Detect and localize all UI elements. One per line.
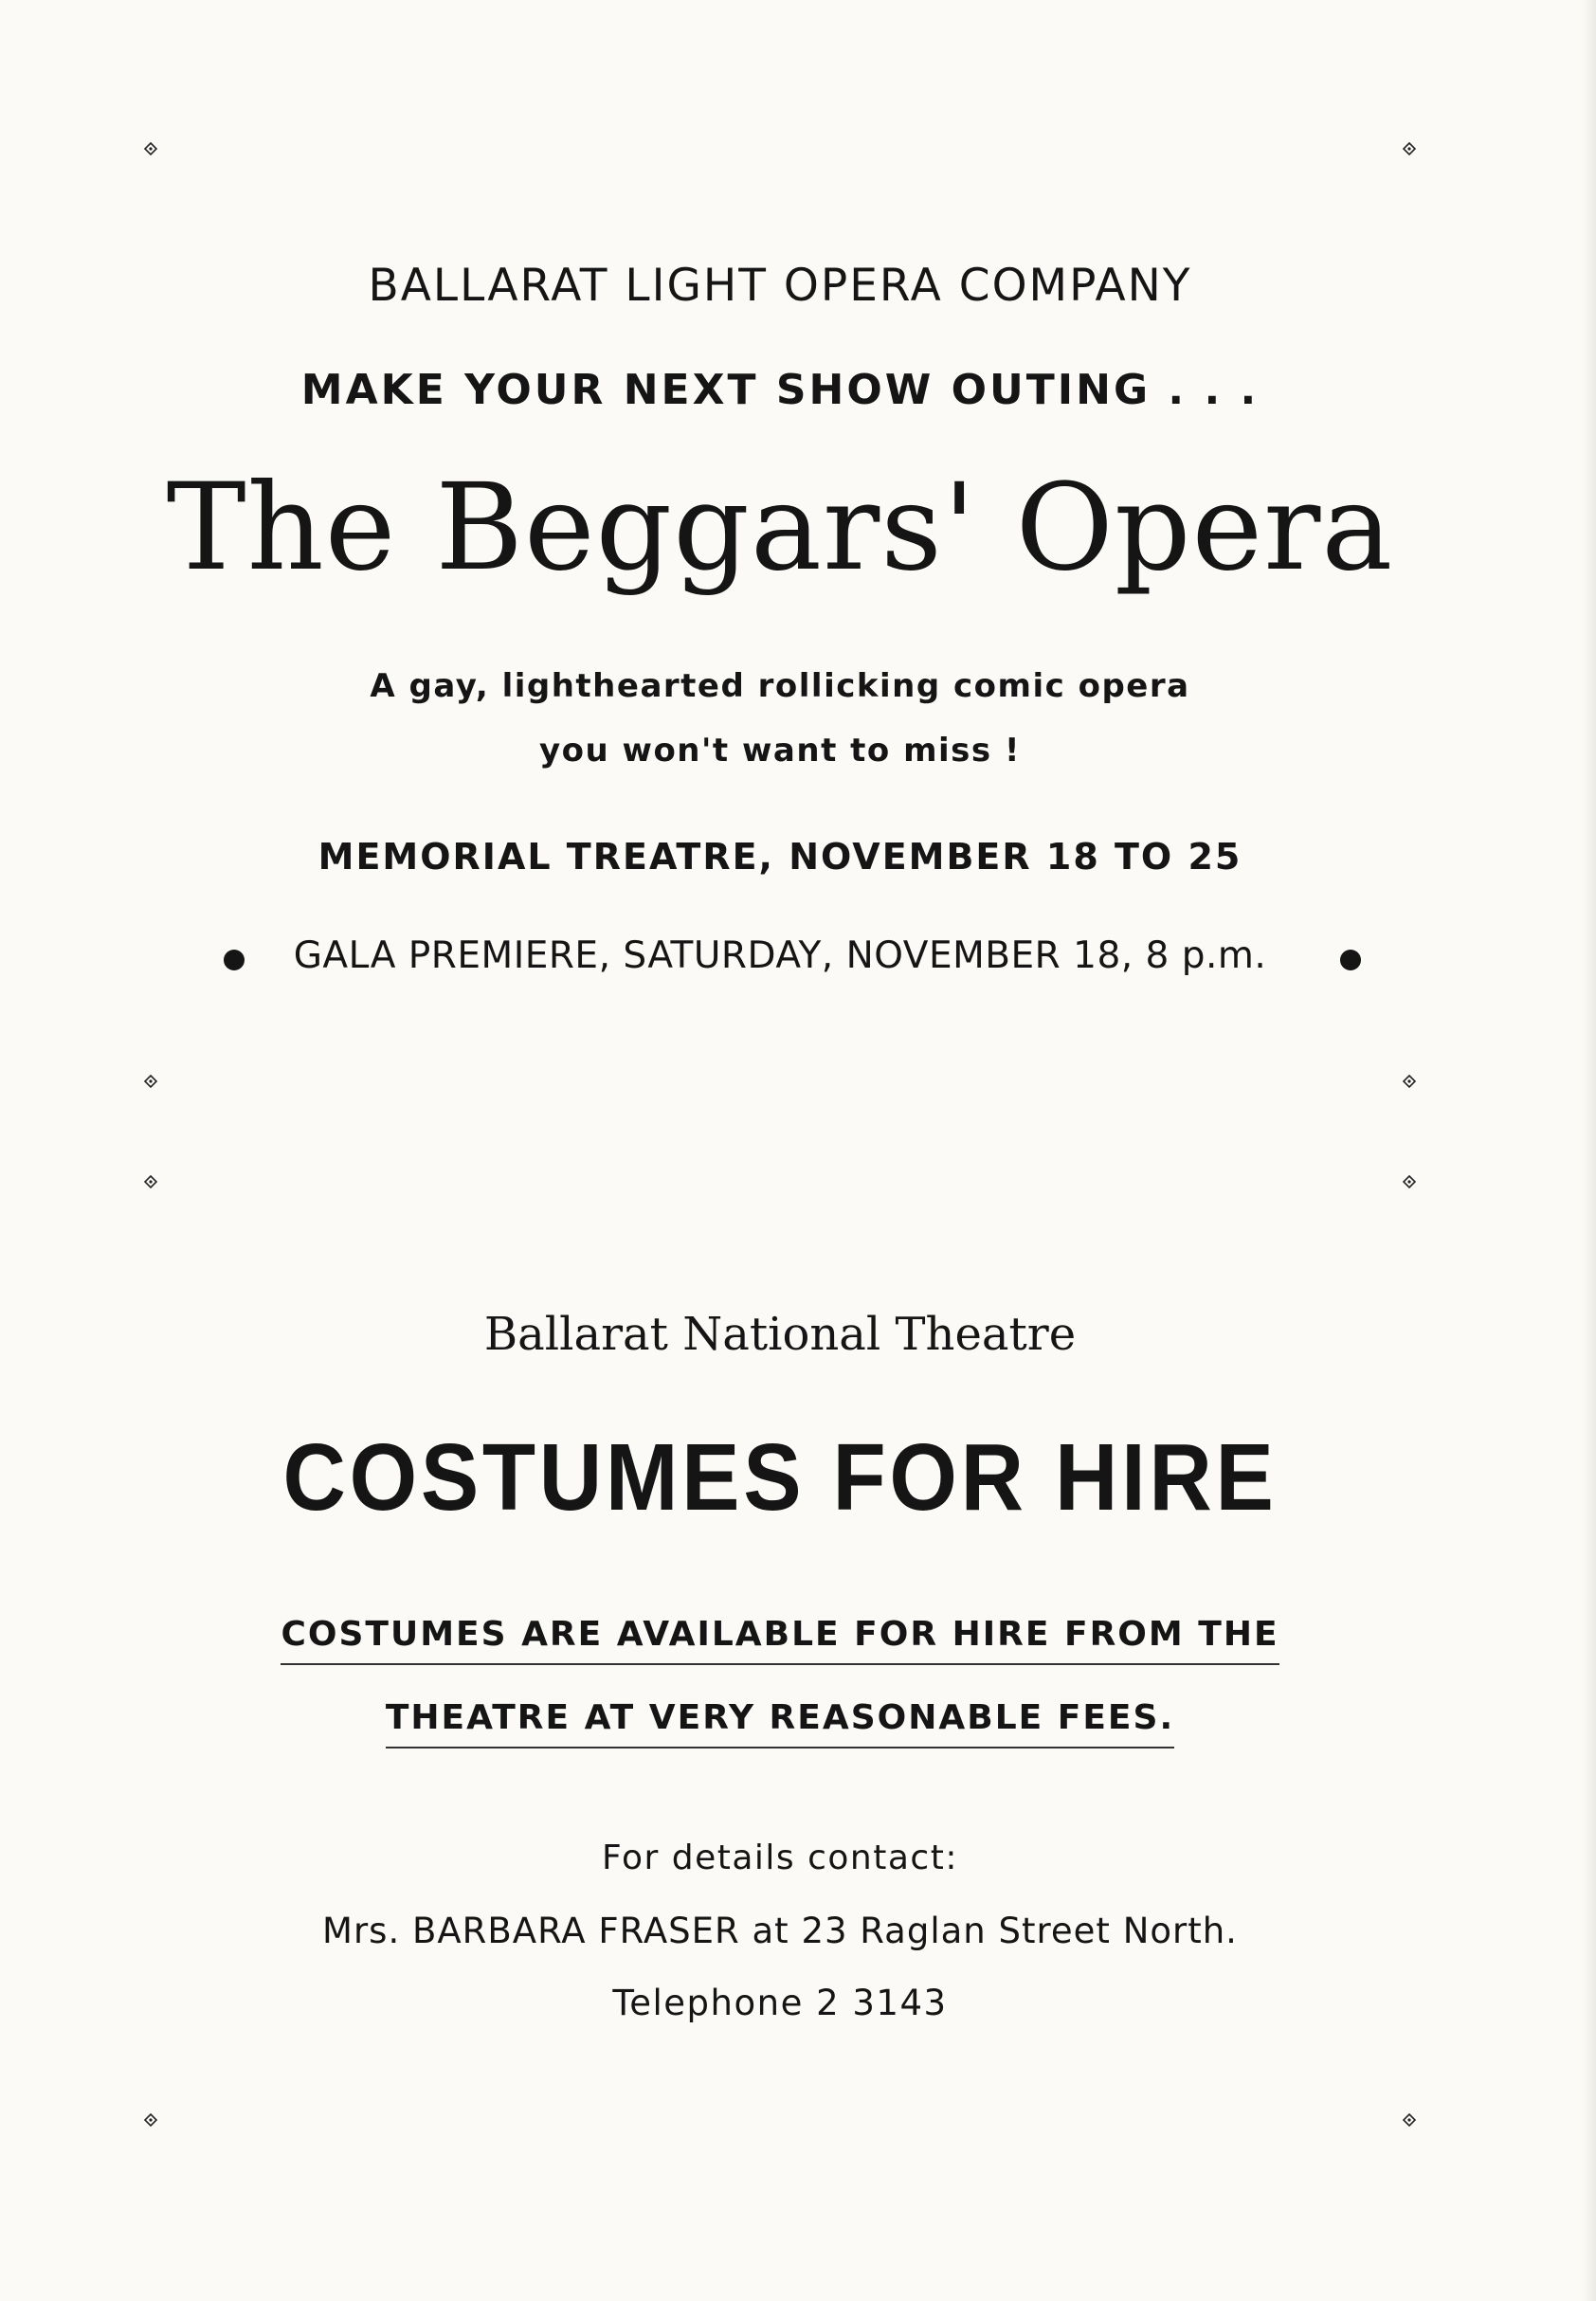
tagline: MAKE YOUR NEXT SHOW OUTING . . . [300,366,1260,414]
organisation-name: Ballarat National Theatre [483,1308,1077,1361]
headline: COSTUMES FOR HIRE [282,1424,1278,1531]
contact-intro: For details contact: [602,1839,958,1877]
contact-address: Mrs. BARBARA FRASER at 23 Raglan Street North. [322,1911,1238,1951]
show-title: The Beggars' Opera [166,458,1394,597]
bullet-right-icon [1340,950,1361,970]
info-line-2: THEATRE AT VERY REASONABLE FEES. [386,1698,1174,1748]
info-line-1: COSTUMES ARE AVAILABLE FOR HIRE FROM THE [281,1615,1279,1665]
company-name: BALLARAT LIGHT OPERA COMPANY [368,260,1192,312]
gala-premiere: GALA PREMIERE, SATURDAY, NOVEMBER 18, 8 p.m. [293,934,1267,977]
info-line-1-wrapper [157,1615,1403,1665]
venue-and-dates: MEMORIAL TREATRE, NOVEMBER 18 TO 25 [317,836,1242,878]
costumes-for-hire-advertisement [144,1175,1416,2127]
description-line-2: you won't want to miss ! [538,732,1022,770]
page-edge-shadow [1583,0,1596,2301]
description-line-1: A gay, lighthearted rollicking comic opera [370,667,1190,705]
info-line-2-wrapper [157,1698,1403,1748]
telephone-number: Telephone 2 3143 [612,1983,948,2023]
beggars-opera-advertisement [144,142,1416,1088]
